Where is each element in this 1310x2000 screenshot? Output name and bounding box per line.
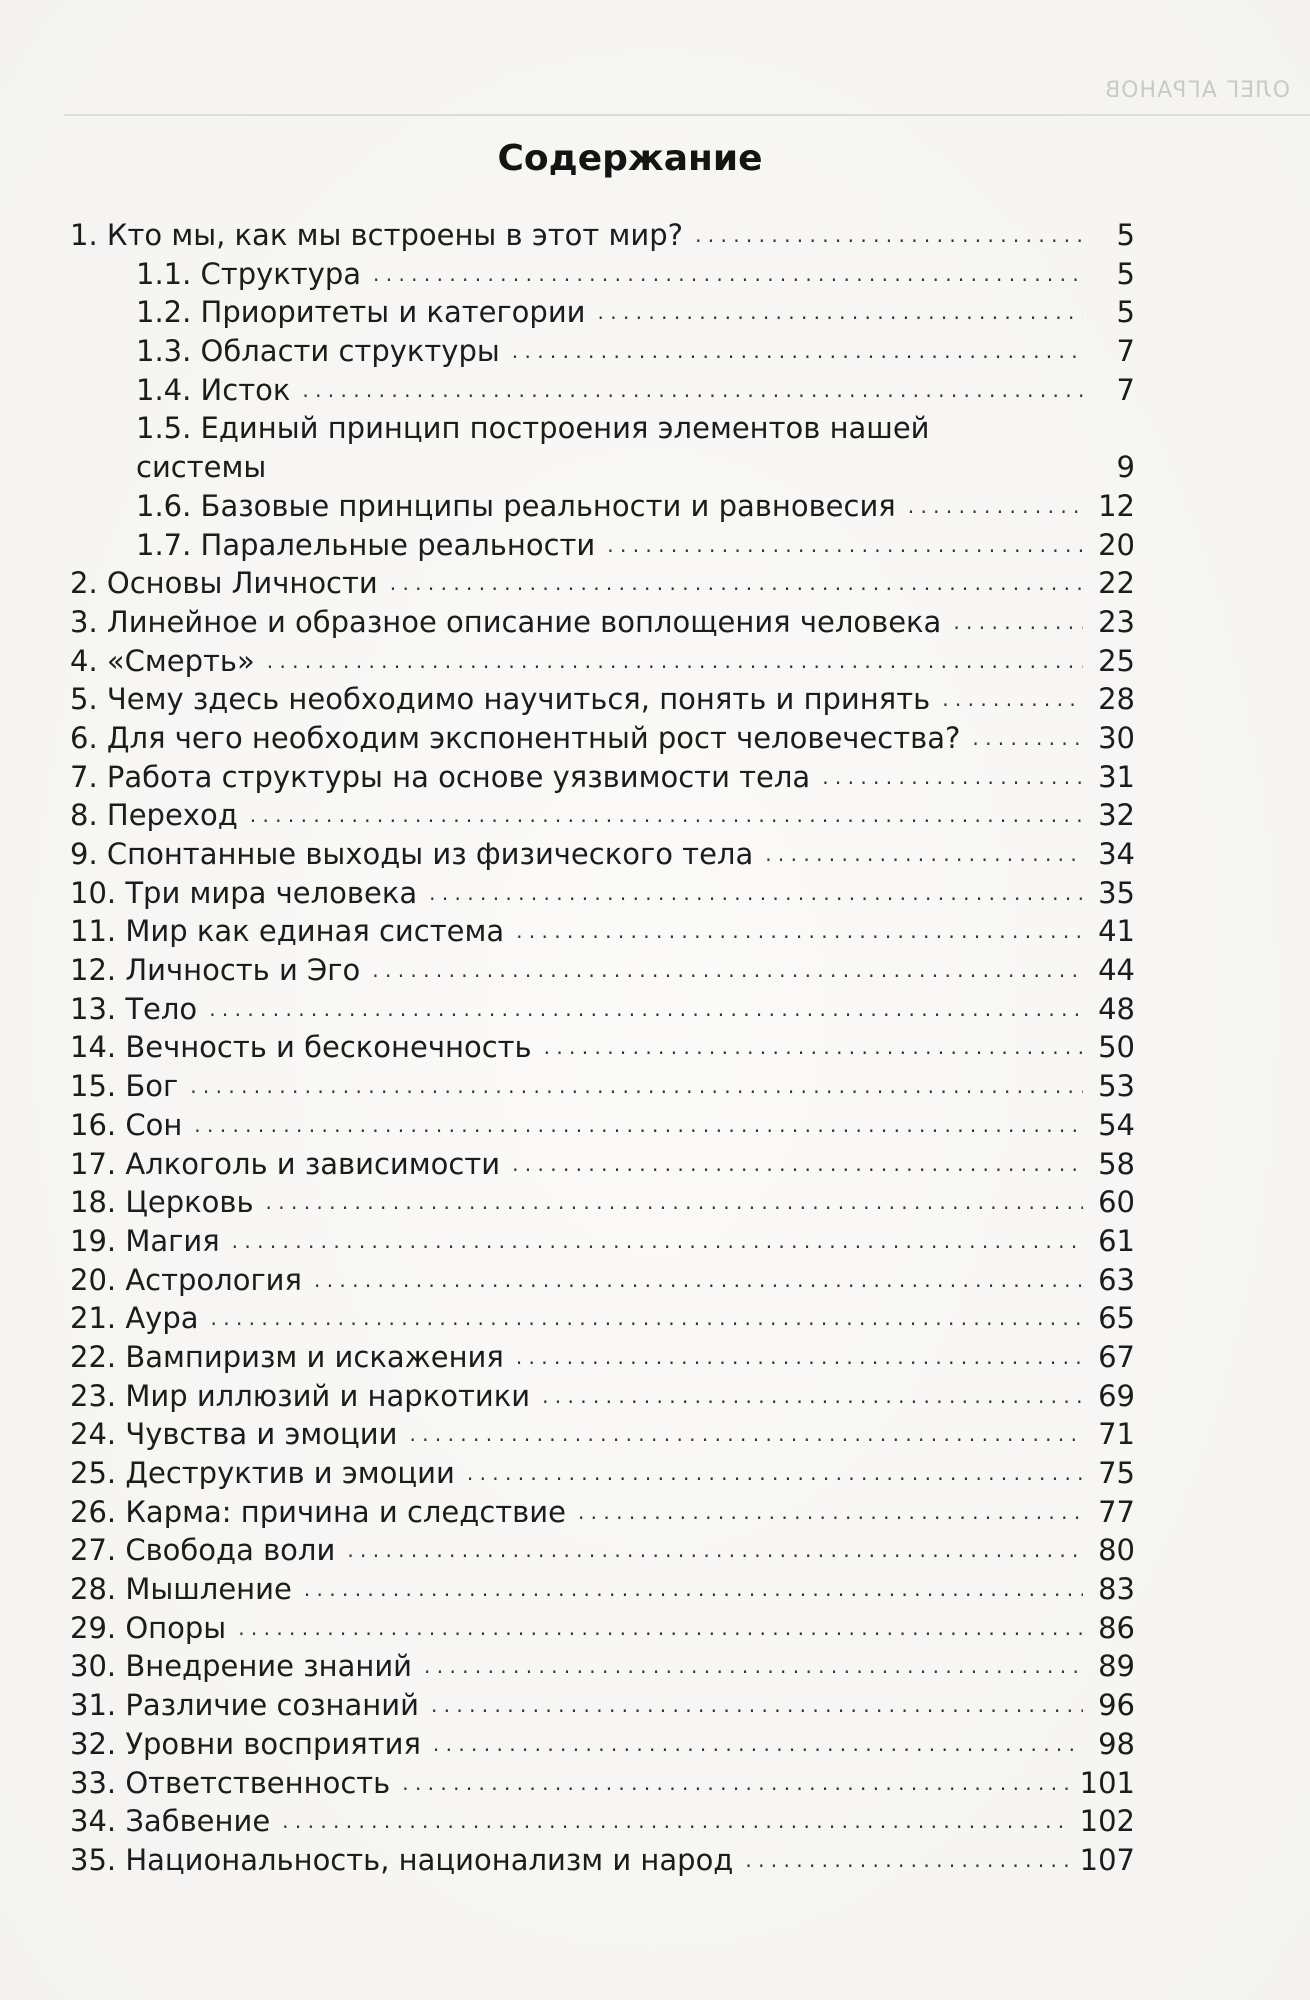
toc-page-number: 41 bbox=[1098, 914, 1135, 949]
dot-leader bbox=[578, 1490, 1083, 1532]
toc-entry bbox=[70, 1802, 1135, 1841]
toc-page-number: 96 bbox=[1098, 1688, 1135, 1723]
toc-entry bbox=[70, 1145, 1135, 1184]
toc-entry bbox=[70, 680, 1135, 719]
toc-entry bbox=[70, 293, 1135, 332]
toc-page-number: 12 bbox=[1098, 488, 1135, 523]
dot-leader bbox=[267, 639, 1083, 681]
toc-page-number: 5 bbox=[1116, 256, 1135, 291]
dot-leader bbox=[402, 1761, 1069, 1803]
toc-entry-label: 22. Вампиризм и искажения bbox=[70, 1339, 504, 1374]
toc-entry-label: 31. Различие сознаний bbox=[70, 1688, 419, 1723]
toc-entry-label: 25. Деструктив и эмоции bbox=[70, 1456, 455, 1490]
dot-leader bbox=[695, 213, 1083, 255]
dot-leader bbox=[516, 909, 1083, 951]
toc-page-number: 102 bbox=[1079, 1804, 1135, 1839]
toc-page-number: 63 bbox=[1098, 1262, 1135, 1297]
toc-entry-label: 1. Кто мы, как мы встроены в этот мир? bbox=[70, 217, 684, 252]
toc-page-number: 20 bbox=[1098, 527, 1135, 562]
toc-entry bbox=[70, 719, 1135, 758]
dot-leader bbox=[607, 523, 1083, 565]
toc-entry bbox=[70, 1338, 1135, 1377]
toc-entry-label: 13. Тело bbox=[70, 991, 198, 1026]
toc-entry bbox=[70, 1415, 1135, 1454]
toc-entry-label: 3. Линейное и образное описание воплощения человека bbox=[70, 604, 942, 639]
toc-entry-label: 7. Работа структуры на основе уязвимости тела bbox=[70, 759, 811, 794]
toc-page-number: 22 bbox=[1098, 566, 1135, 601]
toc-entry-label: 33. Ответственность bbox=[70, 1765, 391, 1800]
toc-entry-label: 19. Магия bbox=[70, 1223, 220, 1258]
toc-entry-label: 23. Мир иллюзий и наркотики bbox=[70, 1378, 531, 1413]
toc-entry-label: 26. Карма: причина и следствие bbox=[70, 1494, 566, 1529]
toc-page-number: 77 bbox=[1098, 1494, 1135, 1529]
dot-leader bbox=[302, 368, 1083, 410]
toc-entry bbox=[70, 1377, 1135, 1416]
toc-entry-label: 6. Для чего необходим экспонентный рост человечества? bbox=[70, 720, 961, 755]
dot-leader bbox=[209, 987, 1083, 1029]
dot-leader bbox=[424, 1644, 1083, 1686]
dot-leader bbox=[542, 1374, 1083, 1416]
toc-page-number: 44 bbox=[1098, 953, 1135, 988]
toc-page-number: 32 bbox=[1098, 798, 1135, 833]
toc-page-number: 71 bbox=[1098, 1417, 1135, 1452]
toc-entry bbox=[70, 1028, 1135, 1067]
dot-leader bbox=[745, 1838, 1069, 1880]
toc-entry-label: 1.4. Исток bbox=[136, 372, 291, 407]
toc-entry-label: 1.6. Базовые принципы реальности и равновесия bbox=[136, 488, 896, 523]
toc-page-number: 35 bbox=[1098, 875, 1135, 910]
toc-entry bbox=[70, 1454, 1135, 1493]
toc-entry bbox=[70, 1725, 1135, 1764]
toc-entry bbox=[70, 487, 1135, 526]
toc-entry-label: 35. Национальность, национализм и народ bbox=[70, 1842, 734, 1877]
toc-page-number: 53 bbox=[1098, 1069, 1135, 1104]
dot-leader bbox=[390, 561, 1083, 603]
dot-leader bbox=[266, 1180, 1083, 1222]
toc-entry-label: 11. Мир как единая система bbox=[70, 914, 505, 949]
dot-leader bbox=[373, 252, 1083, 294]
toc-page-number: 80 bbox=[1098, 1533, 1135, 1568]
toc-entry-label: 17. Алкоголь и зависимости bbox=[70, 1146, 501, 1181]
toc-entry bbox=[70, 758, 1135, 797]
toc-entry-label: 1.2. Приоритеты и категории bbox=[136, 295, 586, 330]
toc-entry bbox=[70, 332, 1135, 371]
mirrored-running-header bbox=[64, 78, 1310, 116]
toc-entry bbox=[70, 1841, 1135, 1880]
dot-leader bbox=[512, 329, 1083, 371]
dot-leader bbox=[314, 1258, 1083, 1300]
toc-entry bbox=[70, 216, 1135, 255]
dot-leader bbox=[238, 1606, 1083, 1648]
toc-entry-label: 2. Основы Личности bbox=[70, 566, 378, 601]
toc-page-number: 7 bbox=[1116, 372, 1135, 407]
dot-leader bbox=[190, 1064, 1083, 1106]
toc-page-number: 7 bbox=[1116, 334, 1135, 369]
toc-entry-label: 10. Три мира человека bbox=[70, 875, 418, 910]
toc-page-number: 61 bbox=[1098, 1223, 1135, 1258]
table-of-contents bbox=[70, 216, 1135, 1880]
toc-entry bbox=[70, 1764, 1135, 1803]
toc-entry-label: 29. Опоры bbox=[70, 1610, 227, 1645]
toc-page-number: 98 bbox=[1098, 1726, 1135, 1761]
toc-entry-label: 12. Личность и Эго bbox=[70, 953, 361, 988]
toc-page-number: 34 bbox=[1098, 837, 1135, 871]
dot-leader bbox=[953, 600, 1083, 642]
toc-page-number: 5 bbox=[1116, 295, 1135, 330]
toc-entry-label: 24. Чувства и эмоции bbox=[70, 1417, 398, 1452]
dot-leader bbox=[512, 1142, 1083, 1184]
toc-entry bbox=[70, 874, 1135, 913]
toc-entry bbox=[70, 796, 1135, 835]
toc-entry-label: 21. Аура bbox=[70, 1301, 199, 1336]
dot-leader bbox=[372, 948, 1083, 990]
toc-entry bbox=[70, 526, 1135, 565]
toc-entry bbox=[70, 564, 1135, 603]
toc-entry-label: 18. Церковь bbox=[70, 1185, 254, 1220]
dot-leader bbox=[467, 1451, 1083, 1493]
dot-leader bbox=[409, 1412, 1083, 1454]
dot-leader bbox=[908, 484, 1083, 526]
dot-leader bbox=[765, 832, 1083, 874]
toc-entry-label: 1.3. Области структуры bbox=[136, 334, 500, 369]
toc-entry bbox=[70, 912, 1135, 951]
dot-leader bbox=[433, 1722, 1083, 1764]
toc-entry-label: 27. Свобода воли bbox=[70, 1533, 336, 1568]
toc-entry-label: 15. Бог bbox=[70, 1069, 179, 1104]
toc-page-number: 54 bbox=[1098, 1107, 1135, 1142]
dot-leader bbox=[431, 1683, 1083, 1725]
toc-entry bbox=[70, 1299, 1135, 1338]
dot-leader bbox=[347, 1528, 1083, 1570]
toc-entry-label: 14. Вечность и бесконечность bbox=[70, 1030, 532, 1065]
toc-page-number: 67 bbox=[1098, 1339, 1135, 1374]
toc-page-number: 28 bbox=[1098, 682, 1135, 717]
toc-entry-label: 1.1. Структура bbox=[136, 256, 362, 291]
toc-entry-label: 30. Внедрение знаний bbox=[70, 1649, 413, 1684]
toc-page-number: 30 bbox=[1098, 720, 1135, 755]
toc-entry bbox=[70, 1067, 1135, 1106]
toc-page-number: 107 bbox=[1079, 1842, 1135, 1877]
dot-leader bbox=[250, 793, 1083, 835]
toc-entry bbox=[70, 990, 1135, 1029]
toc-entry-label: 34. Забвение bbox=[70, 1804, 271, 1839]
toc-page-number: 23 bbox=[1098, 604, 1135, 639]
toc-entry bbox=[70, 1531, 1135, 1570]
dot-leader bbox=[544, 1025, 1083, 1067]
toc-page-number: 101 bbox=[1079, 1765, 1135, 1800]
toc-entry bbox=[70, 1183, 1135, 1222]
dot-leader bbox=[972, 716, 1083, 758]
toc-page-number: 60 bbox=[1098, 1185, 1135, 1220]
toc-page-number: 50 bbox=[1098, 1030, 1135, 1065]
dot-leader bbox=[516, 1335, 1083, 1377]
running-header-text: ОЛЕГ АГРАНОВ bbox=[1104, 78, 1290, 103]
toc-page-number: 9 bbox=[1116, 450, 1135, 485]
dot-leader bbox=[942, 677, 1083, 719]
toc-entry bbox=[70, 409, 1135, 486]
toc-page-number: 48 bbox=[1098, 991, 1135, 1026]
toc-entry bbox=[70, 835, 1135, 874]
toc-entry bbox=[70, 603, 1135, 642]
toc-entry-label: 4. «Смерть» bbox=[70, 643, 255, 678]
toc-page-number: 86 bbox=[1098, 1610, 1135, 1645]
dot-leader bbox=[211, 1296, 1083, 1338]
toc-entry bbox=[70, 1647, 1135, 1686]
toc-entry bbox=[70, 1686, 1135, 1725]
toc-entry-label: 32. Уровни восприятия bbox=[70, 1726, 421, 1761]
toc-entry-label: 8. Переход bbox=[70, 798, 238, 833]
toc-entry bbox=[70, 642, 1135, 681]
dot-leader bbox=[194, 1103, 1083, 1145]
toc-entry bbox=[70, 371, 1135, 410]
toc-entry bbox=[70, 951, 1135, 990]
toc-page-number: 5 bbox=[1116, 217, 1135, 252]
toc-page-number: 89 bbox=[1098, 1649, 1135, 1684]
toc-entry bbox=[70, 1609, 1135, 1648]
toc-entry-label: 5. Чему здесь необходимо научиться, понять и принять bbox=[70, 682, 931, 717]
toc-page-number: 83 bbox=[1098, 1572, 1135, 1607]
toc-entry bbox=[70, 1570, 1135, 1609]
toc-entry bbox=[70, 1222, 1135, 1261]
toc-entry bbox=[70, 1261, 1135, 1300]
toc-entry-label: 9. Спонтанные выходы из физического тела bbox=[70, 837, 754, 871]
dot-leader bbox=[429, 871, 1083, 913]
toc-page-number: 25 bbox=[1098, 643, 1135, 678]
toc-entry bbox=[70, 1493, 1135, 1532]
toc-page-number: 65 bbox=[1098, 1301, 1135, 1336]
toc-page-number: 69 bbox=[1098, 1378, 1135, 1413]
toc-entry-label: 20. Астрология bbox=[70, 1262, 302, 1297]
toc-entry-label: 28. Мышление bbox=[70, 1572, 292, 1607]
toc-page-number: 75 bbox=[1098, 1456, 1135, 1490]
dot-leader bbox=[232, 1219, 1083, 1261]
toc-page-number: 58 bbox=[1098, 1146, 1135, 1181]
dot-leader bbox=[304, 1567, 1083, 1609]
toc-entry-label: 1.7. Паралельные реальности bbox=[136, 527, 596, 562]
dot-leader bbox=[598, 290, 1083, 332]
dot-leader bbox=[282, 1799, 1069, 1841]
page-title: Содержание bbox=[497, 138, 763, 179]
toc-entry bbox=[70, 255, 1135, 294]
toc-entry bbox=[70, 1106, 1135, 1145]
dot-leader bbox=[822, 755, 1083, 797]
toc-entry-label: 16. Сон bbox=[70, 1107, 183, 1142]
toc-page-number: 31 bbox=[1098, 759, 1135, 794]
toc-entry-label: 1.5. Единый принцип построения элементов нашей системы bbox=[136, 411, 930, 485]
